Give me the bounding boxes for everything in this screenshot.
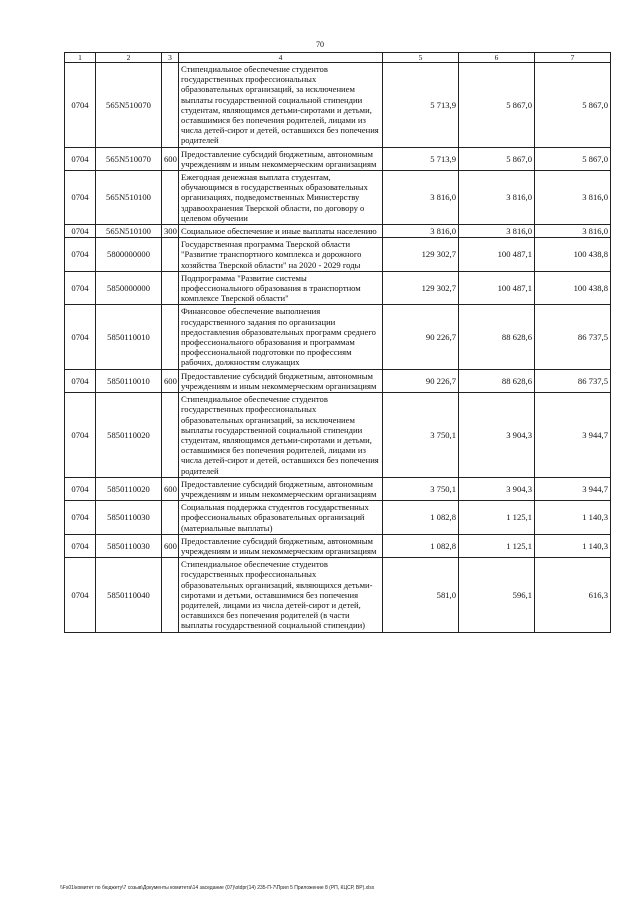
code-cell: 565N510070 [96,147,162,170]
section-cell: 0704 [65,63,96,148]
section-cell: 0704 [65,238,96,272]
name-cell: Стипендиальное обеспечение студентов государственных профессиональных образовательных организаций, за исключением выплаты государственной социальной стипендии студентам, являющимся детьми-сиротами и детьми, оставшимися без попечения родителей, лицами из числа детей-сирот и детей, оставшихся без попечения родителей [179,393,383,478]
name-cell: Стипендиальное обеспечение студентов государственных профессиональных образовательных организаций, за исключением выплаты государственной социальной стипендии студентам, являющимся детьми-сиротами и детьми, оставшимися без попечения родителей, лицами из числа детей-сирот и детей, оставшихся без попечения родителей [179,63,383,148]
section-cell: 0704 [65,271,96,305]
code-cell: 565N510100 [96,225,162,238]
table-row [65,63,611,148]
name-cell: Социальная поддержка студентов государственных профессиональных образовательных организаций (материальные выплаты) [179,501,383,535]
table-row [65,147,611,170]
name-cell: Предоставление субсидий бюджетным, автономным учреждениям и иным некоммерческим организациям [179,147,383,170]
name-cell: Предоставление субсидий бюджетным, автономным учреждениям и иным некоммерческим организациям [179,477,383,500]
amount-col7-cell: 100 438,8 [535,238,611,272]
budget-table [64,52,611,633]
amount-col6-cell: 100 487,1 [459,271,535,305]
expense-type-cell [162,305,179,369]
header-cell-2: 2 [96,53,162,63]
table-row [65,305,611,369]
section-cell: 0704 [65,147,96,170]
amount-col5-cell: 581,0 [383,558,459,632]
table-row [65,393,611,478]
expense-type-cell [162,271,179,305]
section-cell: 0704 [65,501,96,535]
amount-col7-cell: 3 816,0 [535,225,611,238]
code-cell: 5850110030 [96,501,162,535]
section-cell: 0704 [65,305,96,369]
section-cell: 0704 [65,558,96,632]
section-cell: 0704 [65,369,96,392]
amount-col7-cell: 5 867,0 [535,147,611,170]
expense-type-cell: 300 [162,225,179,238]
amount-col6-cell: 3 816,0 [459,171,535,225]
table-row [65,271,611,305]
amount-col5-cell: 3 816,0 [383,171,459,225]
code-cell: 5850110010 [96,305,162,369]
amount-col6-cell: 3 816,0 [459,225,535,238]
header-cell-1: 1 [65,53,96,63]
amount-col5-cell: 129 302,7 [383,238,459,272]
amount-col7-cell: 100 438,8 [535,271,611,305]
table-row [65,369,611,392]
expense-type-cell [162,393,179,478]
expense-type-cell: 600 [162,534,179,557]
expense-type-cell: 600 [162,369,179,392]
header-row [65,53,611,63]
name-cell: Государственная программа Тверской области "Развитие транспортного комплекса и дорожного хозяйства Тверской области" на 2020 - 2029 годы [179,238,383,272]
amount-col7-cell: 5 867,0 [535,63,611,148]
expense-type-cell: 600 [162,147,179,170]
expense-type-cell [162,171,179,225]
table-row [65,501,611,535]
section-cell: 0704 [65,171,96,225]
section-cell: 0704 [65,225,96,238]
amount-col7-cell: 1 140,3 [535,534,611,557]
amount-col5-cell: 129 302,7 [383,271,459,305]
amount-col6-cell: 596,1 [459,558,535,632]
code-cell: 565N510100 [96,171,162,225]
amount-col6-cell: 88 628,6 [459,369,535,392]
amount-col5-cell: 3 750,1 [383,393,459,478]
amount-col7-cell: 3 944,7 [535,477,611,500]
table-row [65,558,611,632]
table-row [65,534,611,557]
header-cell-3: 3 [162,53,179,63]
header-cell-4: 4 [179,53,383,63]
code-cell: 5800000000 [96,238,162,272]
expense-type-cell [162,558,179,632]
code-cell: 5850110020 [96,393,162,478]
table-row [65,477,611,500]
name-cell: Стипендиальное обеспечение студентов государственных профессиональных образовательных организаций, являющихся детьми-сиротами и детьми, оставшимися без попечения родителей, лицами из числа детей-сирот и детей, оставшихся без попечения родителей (в части выплаты государственной социальной стипендии) [179,558,383,632]
header-cell-6: 6 [459,53,535,63]
table-row [65,171,611,225]
table-row [65,238,611,272]
expense-type-cell [162,501,179,535]
code-cell: 5850110020 [96,477,162,500]
code-cell: 5850110040 [96,558,162,632]
amount-col5-cell: 1 082,8 [383,534,459,557]
amount-col7-cell: 1 140,3 [535,501,611,535]
section-cell: 0704 [65,393,96,478]
name-cell: Финансовое обеспечение выполнения государственного задания по организации предоставления образовательных программ среднего профессионального образования и программам профессиональной подготовки по профессиям рабочих, должностям служащих [179,305,383,369]
name-cell: Ежегодная денежная выплата студентам, обучающимся в государственных образовательных организациях, подведомственных Министерству здравоохранения Тверской области, по договору о целевом обучении [179,171,383,225]
amount-col6-cell: 5 867,0 [459,63,535,148]
amount-col5-cell: 5 713,9 [383,147,459,170]
amount-col6-cell: 1 125,1 [459,501,535,535]
page-number: 70 [316,40,324,49]
amount-col7-cell: 86 737,5 [535,369,611,392]
expense-type-cell [162,238,179,272]
code-cell: 5850000000 [96,271,162,305]
expense-type-cell [162,63,179,148]
code-cell: 5850110030 [96,534,162,557]
amount-col6-cell: 5 867,0 [459,147,535,170]
name-cell: Предоставление субсидий бюджетным, автономным учреждениям и иным некоммерческим организациям [179,369,383,392]
name-cell: Социальное обеспечение и иные выплаты населению [179,225,383,238]
amount-col5-cell: 3 750,1 [383,477,459,500]
header-cell-5: 5 [383,53,459,63]
header-cell-7: 7 [535,53,611,63]
section-cell: 0704 [65,477,96,500]
amount-col5-cell: 3 816,0 [383,225,459,238]
amount-col7-cell: 616,3 [535,558,611,632]
amount-col6-cell: 1 125,1 [459,534,535,557]
amount-col5-cell: 5 713,9 [383,63,459,148]
name-cell: Предоставление субсидий бюджетным, автономным учреждениям и иным некоммерческим организациям [179,534,383,557]
amount-col6-cell: 3 904,3 [459,393,535,478]
amount-col6-cell: 100 487,1 [459,238,535,272]
section-cell: 0704 [65,534,96,557]
expense-type-cell: 600 [162,477,179,500]
amount-col5-cell: 90 226,7 [383,369,459,392]
amount-col6-cell: 3 904,3 [459,477,535,500]
amount-col6-cell: 88 628,6 [459,305,535,369]
name-cell: Подпрограмма "Развитие системы профессионального образования в транспортном комплексе Тверской области" [179,271,383,305]
amount-col7-cell: 3 816,0 [535,171,611,225]
code-cell: 565N510070 [96,63,162,148]
amount-col5-cell: 90 226,7 [383,305,459,369]
amount-col7-cell: 3 944,7 [535,393,611,478]
code-cell: 5850110010 [96,369,162,392]
file-path-footer: \\Fs01\комитет по бюджету\7 созыв\Документы комитета\14 заседание (07)\otdpr(14) 235-П-7\Прил 5 Приложение 8 (РП, КЦСР, ВР).xlsx [60,885,375,891]
amount-col5-cell: 1 082,8 [383,501,459,535]
amount-col7-cell: 86 737,5 [535,305,611,369]
table-row [65,225,611,238]
